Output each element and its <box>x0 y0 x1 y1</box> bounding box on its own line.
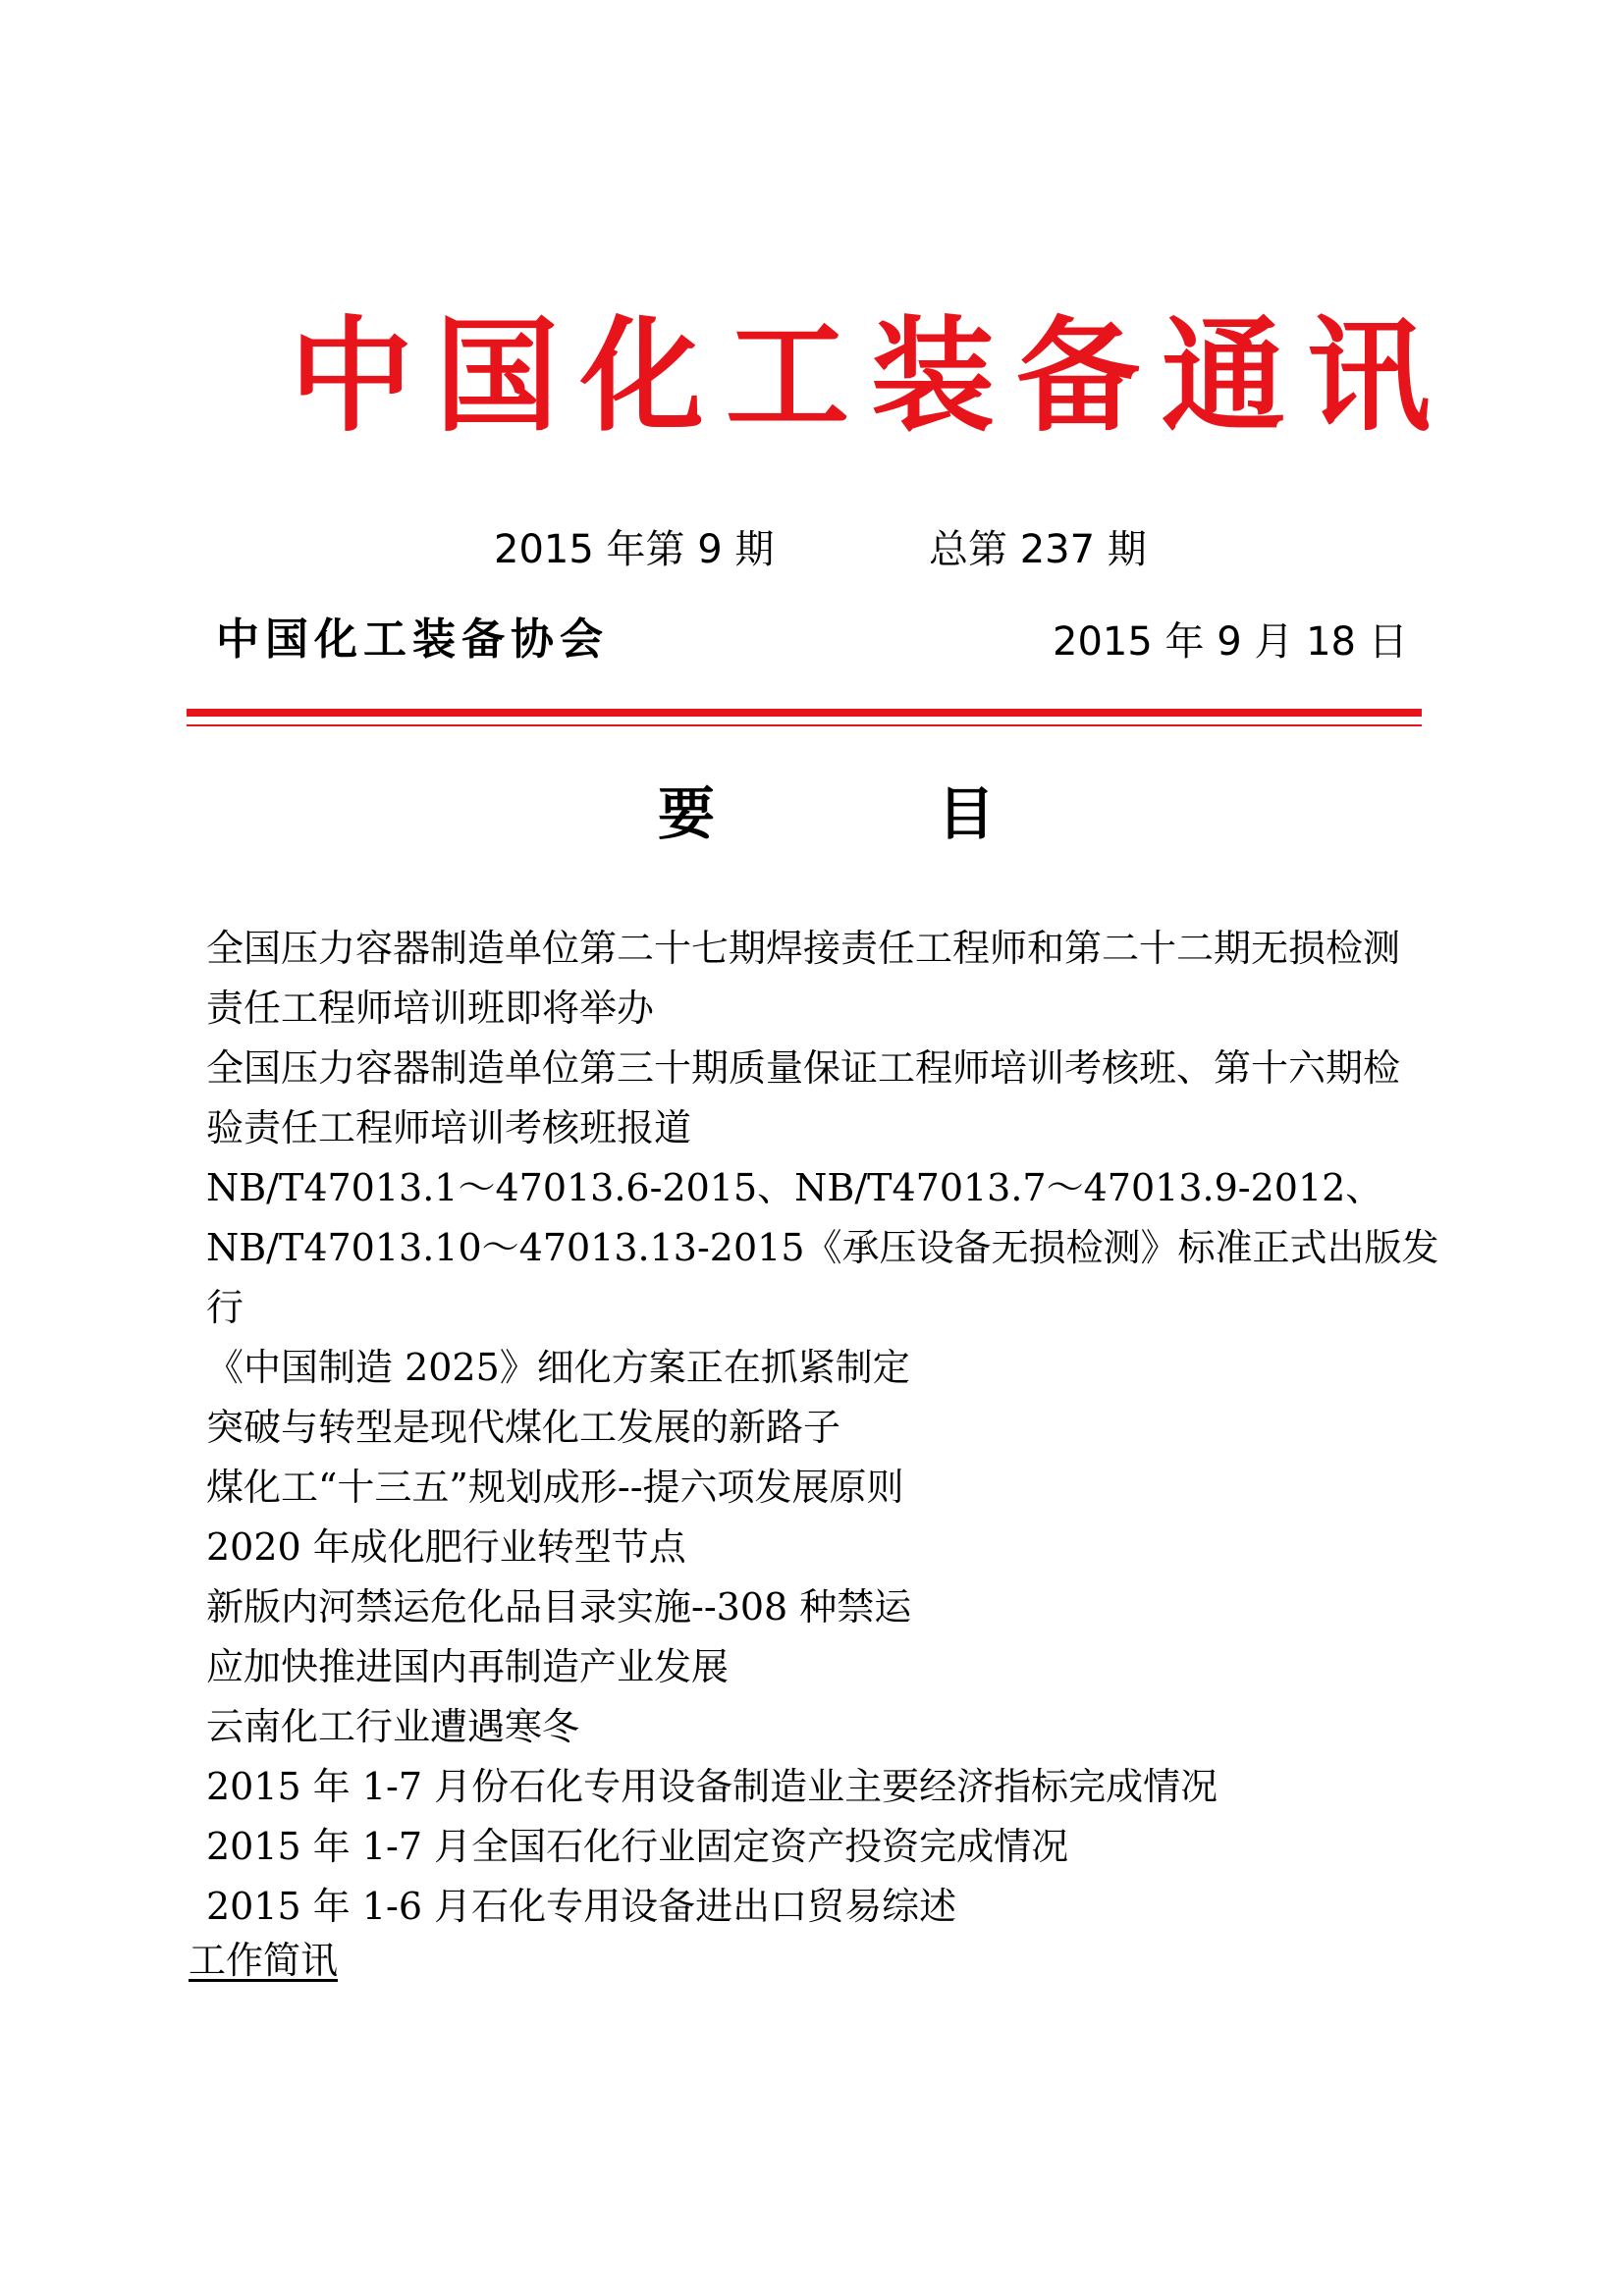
toc-title-char-1: 要 <box>658 780 716 847</box>
masthead-title: 中国化工装备通讯 <box>290 303 1452 449</box>
toc-line[interactable]: 验责任工程师培训考核班报道 <box>206 1106 692 1149</box>
toc-line[interactable]: NB/T47013.10～47013.13-2015《承压设备无损检测》标准正式出版发行 <box>206 1226 1439 1329</box>
header-rule-thin <box>187 724 1422 726</box>
toc-line[interactable]: 煤化工“十三五”规划成形--提六项发展原则 <box>206 1466 904 1509</box>
issue-number: 2015 年第 9 期 <box>494 527 775 572</box>
table-of-contents <box>206 919 1473 1937</box>
toc-line[interactable]: 2020 年成化肥行业转型节点 <box>206 1525 686 1569</box>
toc-title-char-2: 目 <box>938 780 996 847</box>
publication-date: 2015 年 9 月 18 日 <box>1053 619 1408 665</box>
toc-line[interactable]: 云南化工行业遭遇寒冬 <box>206 1705 580 1748</box>
toc-line[interactable]: 应加快推进国内再制造产业发展 <box>206 1645 730 1688</box>
toc-line[interactable]: 2015 年 1-6 月石化专用设备进出口贸易综述 <box>206 1885 957 1928</box>
publisher-name: 中国化工装备协会 <box>216 614 609 665</box>
section-heading-work-news[interactable]: 工作简讯 <box>189 1939 339 1982</box>
total-issue-number: 总第 237 期 <box>929 527 1147 572</box>
toc-line[interactable]: 《中国制造 2025》细化方案正在抓紧制定 <box>206 1346 910 1389</box>
toc-line[interactable]: 2015 年 1-7 月份石化专用设备制造业主要经济指标完成情况 <box>206 1765 1218 1808</box>
toc-line[interactable]: 新版内河禁运危化品目录实施--308 种禁运 <box>206 1585 912 1629</box>
toc-line[interactable]: NB/T47013.1～47013.6-2015、NB/T47013.7～47013.9-2012、 <box>206 1166 1383 1209</box>
toc-line[interactable]: 责任工程师培训班即将举办 <box>206 987 655 1030</box>
toc-line[interactable]: 突破与转型是现代煤化工发展的新路子 <box>206 1406 841 1449</box>
toc-line[interactable]: 全国压力容器制造单位第二十七期焊接责任工程师和第二十二期无损检测 <box>206 927 1401 970</box>
toc-line[interactable]: 2015 年 1-7 月全国石化行业固定资产投资完成情况 <box>206 1825 1069 1868</box>
toc-line[interactable]: 全国压力容器制造单位第三十期质量保证工程师培训考核班、第十六期检 <box>206 1046 1401 1090</box>
header-rule-thick <box>187 709 1422 717</box>
